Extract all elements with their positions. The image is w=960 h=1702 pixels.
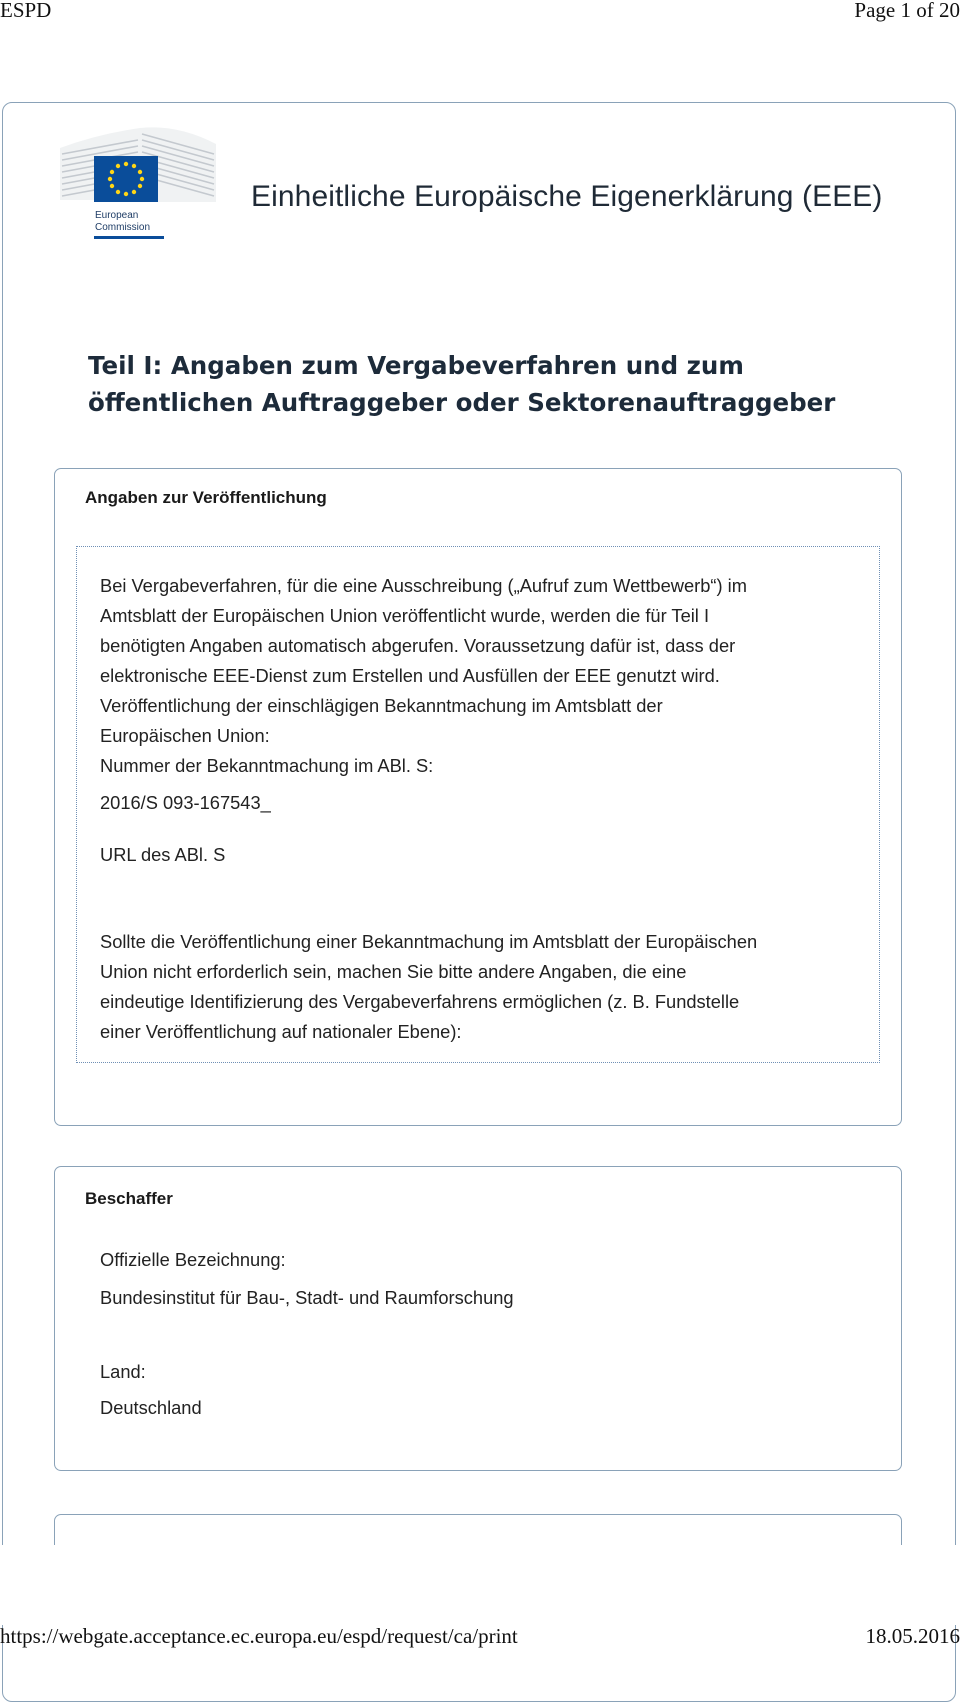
- part-title: [88, 347, 888, 421]
- intro-line-1: Bei Vergabeverfahren, für die eine Ausschreibung („Aufruf zum Wettbewerb“) im: [100, 571, 747, 601]
- print-footer: [0, 1626, 960, 1652]
- official-name-label: Offizielle Bezeichnung:: [100, 1245, 286, 1275]
- print-header: [0, 0, 960, 26]
- notice-number-label: Nummer der Bekanntmachung im ABl. S:: [100, 751, 433, 781]
- publication-heading: Angaben zur Veröffentlichung: [85, 488, 327, 508]
- procurer-heading: Beschaffer: [85, 1189, 173, 1209]
- intro-line-4: elektronische EEE-Dienst zum Erstellen und Ausfüllen der EEE genutzt wird.: [100, 661, 720, 691]
- logo-text-commission: Commission: [95, 222, 150, 233]
- print-footer-date: 18.05.2016: [866, 1624, 960, 1649]
- procurer-panel: [54, 1166, 902, 1471]
- url-label: URL des ABl. S: [100, 840, 225, 870]
- page-number: Page 1 of 20: [854, 0, 960, 23]
- intro-line-3: benötigten Angaben automatisch abgerufen. Voraussetzung dafür ist, dass der: [100, 631, 735, 661]
- document-title: Einheitliche Europäische Eigenerklärung (EEE): [251, 180, 883, 214]
- country-value: Deutschland: [100, 1393, 202, 1423]
- other-info-line-4: einer Veröffentlichung auf nationaler Ebene):: [100, 1017, 461, 1047]
- part-title-line-1: Teil I: Angaben zum Vergabeverfahren und zum: [88, 347, 888, 384]
- page-break: [0, 1545, 960, 1625]
- print-header-title: ESPD: [0, 0, 51, 23]
- part-title-line-2: öffentlichen Auftraggeber oder Sektorenauftraggeber: [88, 384, 888, 421]
- intro-line-6: Europäischen Union:: [100, 721, 270, 751]
- country-label: Land:: [100, 1357, 146, 1387]
- intro-line-5: Veröffentlichung der einschlägigen Bekanntmachung im Amtsblatt der: [100, 691, 663, 721]
- other-info-line-1: Sollte die Veröffentlichung einer Bekanntmachung im Amtsblatt der Europäischen: [100, 927, 757, 957]
- european-commission-logo: [58, 124, 230, 244]
- other-info-line-3: eindeutige Identifizierung des Vergabeverfahrens ermöglichen (z. B. Fundstelle: [100, 987, 739, 1017]
- notice-number-value: 2016/S 093-167543_: [100, 788, 271, 818]
- print-footer-url: https://webgate.acceptance.ec.europa.eu/espd/request/ca/print: [0, 1624, 518, 1649]
- official-name-value: Bundesinstitut für Bau-, Stadt- und Raumforschung: [100, 1283, 514, 1313]
- commission-building-icon: [58, 124, 230, 244]
- other-info-line-2: Union nicht erforderlich sein, machen Sie bitte andere Angaben, die eine: [100, 957, 686, 987]
- intro-line-2: Amtsblatt der Europäischen Union veröffentlicht wurde, werden die für Teil I: [100, 601, 709, 631]
- logo-text-european: European: [95, 210, 138, 221]
